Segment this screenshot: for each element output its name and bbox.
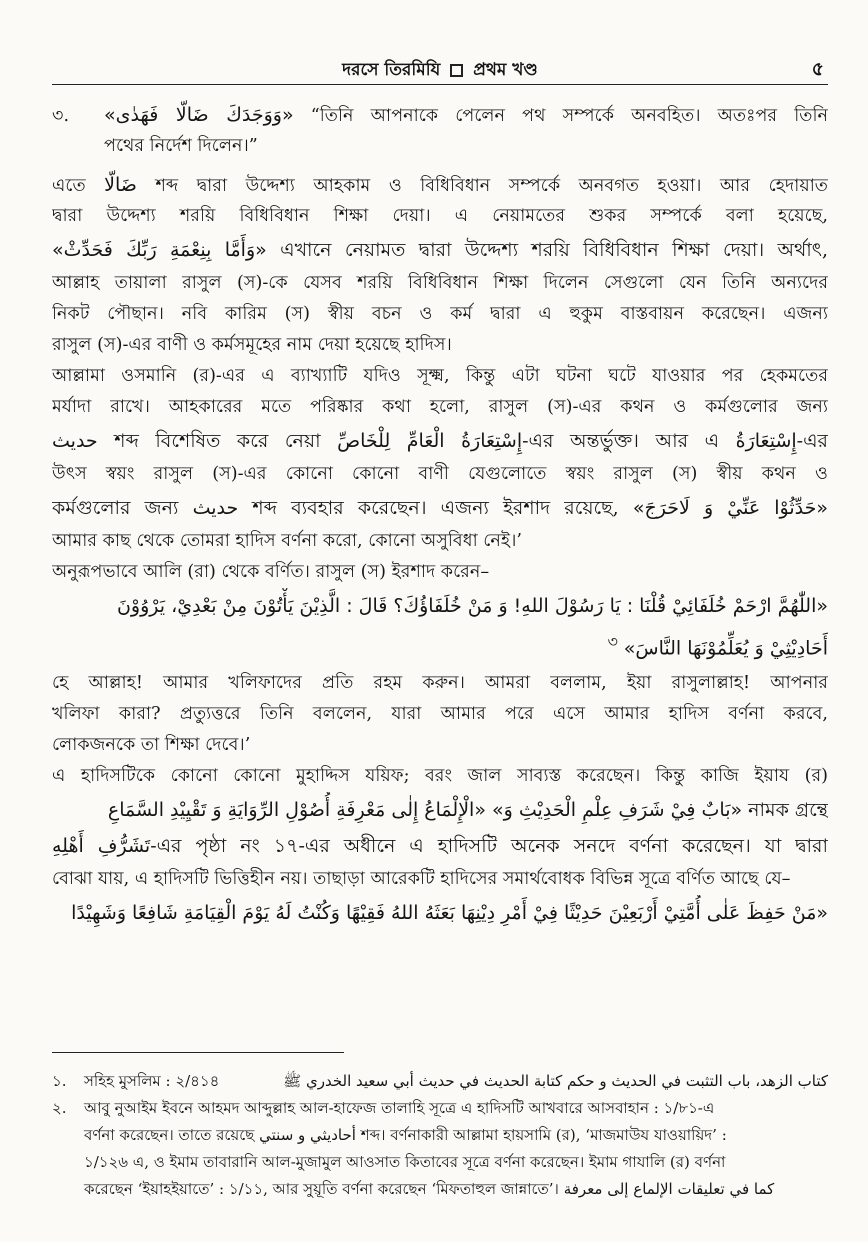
footnote-text: ১/১২৬ এ, ও ইমাম তাবারানি আল-মুজামুল আওসাত কিতাবের সূত্রে বর্ণনা করেছেন। ইমাম গাযালি (র) বর্ণনা: [84, 1153, 726, 1171]
footnote-arabic: كتاب الزهد، باب التثبت في الحديث و حكم كتابة الحديث في حديث أبي سعيد الخدري ﷺ: [283, 1072, 828, 1090]
volume-title: প্রথম খণ্ড: [473, 60, 538, 80]
text-line: [52, 828, 828, 864]
arabic-quote: «حَدِّثُوْا عَنِّيْ وَ لَاحَرَجَ»: [632, 497, 828, 519]
line-text: আল্লামা ওসমানি (র)-এর এ ব্যাখ্যাটি যদিও সূক্ষ্ম, কিন্তু এটা ঘটনা ঘটে যাওয়ার পর হেকমতের: [52, 366, 828, 386]
text-line: [52, 361, 828, 392]
footnotes: [52, 1068, 828, 1203]
line-text: উৎস স্বয়ং রাসুল (স)-এর কোনো কোনো বাণী যেগুলোতে স্বয়ং রাসুল (স) স্বীয় কথন ও: [52, 464, 828, 484]
line-text: হে আল্লাহ! আমার খলিফাদের প্রতি রহম করুন। আমরা বললাম, ইয়া রাসুলাল্লাহ! আপনার: [52, 673, 828, 693]
text-line: [52, 330, 828, 361]
text-line: [52, 588, 828, 624]
text-line: [52, 761, 828, 792]
line-text: লোকজনকে তা শিক্ষা দেবে।’: [52, 735, 251, 755]
arabic-quote: «مَنْ حَفِظَ عَلٰى أُمَّتِيْ أَرْبَعِيْنَ حَدِيْثًا فِيْ أَمْرِ دِيْنِهَا بَعَثَهُ اللهُ فَقِيْهًا وَكُنْتُ لَهُ يَوْمَ الْقِيَامَةِ شَافِعًا وَشَهِيْدًا: [71, 902, 828, 924]
book-title: দরসে তিরমিযি: [342, 60, 441, 80]
text-line: [52, 268, 828, 299]
line-text: রাসুল (স)-এর বাণী ও কর্মসমূহের নাম দেয়া হয়েছে হাদিস।: [52, 335, 452, 355]
text-line: [52, 423, 828, 459]
line-text: কর্মগুলোর জন্য: [52, 497, 179, 519]
text-line: [52, 170, 828, 201]
footnote-2-line: [52, 1149, 828, 1176]
line-text: পথের নির্দেশ দিলেন।”: [104, 136, 258, 156]
line-text: শব্দ দ্বারা উদ্দেশ্য আহকাম ও বিধিবিধান সম্পর্কে অনবগত হওয়া। আর হেদায়াত: [155, 176, 828, 196]
main-text: [52, 100, 828, 931]
line-text: বোঝা যায়, এ হাদিসটি ভিত্তিহীন নয়। তাছাড়া আরেকটি হাদিসের সমার্থবোধক বিভিন্ন সূত্রে বর্ণিত আছে যে–: [52, 869, 791, 889]
square-separator-icon: [450, 64, 463, 77]
page-number: ৫: [811, 58, 824, 80]
line-text: -এর পৃষ্ঠা নং ১৭-এর অধীনে এ হাদিসটি অনেক সনদে বর্ণনা করেছেন। যা দ্বারা: [150, 835, 828, 857]
arabic-word: ضَالًّا: [104, 174, 137, 196]
text-line: [52, 490, 828, 526]
text-line: [52, 459, 828, 490]
arabic-word: تَشَرُّفِ أَهْلِهِ: [52, 835, 151, 857]
footnote-arabic: أحاديثي و سنتي: [259, 1126, 356, 1144]
text-line: [52, 864, 828, 895]
footnote-text: করেছেন ‘ইয়াহইয়াতে’ : ১/১১, আর সুয়ূতি বর্ণনা করেছেন ‘মিফতাহুল জান্নাতে’।: [84, 1180, 559, 1198]
footnote-2-line: [52, 1122, 828, 1149]
text-line: [52, 668, 828, 699]
text-line: [52, 131, 828, 162]
arabic-word: حديث: [52, 430, 98, 452]
running-title: [52, 57, 828, 85]
text-line: [52, 557, 828, 588]
line-text: এখানে নেয়ামত দ্বারা উদ্দেশ্য শরয়ি বিধিবিধান শিক্ষা দেয়া। অর্থাৎ,: [280, 239, 828, 261]
footnote-arabic: كما في تعليقات الإلماع إلى معرفة: [563, 1180, 775, 1198]
line-text: দ্বারা উদ্দেশ্য শরয়ি বিধিবিধান শিক্ষা দেয়া। এ নেয়ামতের শুকর সম্পর্কে বলা হয়েছে,: [52, 206, 828, 226]
line-text: আল্লাহ তায়ালা রাসুল (স)-কে যেসব শরয়ি বিধিবিধান শিক্ষা দিলেন সেগুলো যেন তিনি অন্যদের: [52, 273, 828, 293]
text-line: [52, 392, 828, 423]
arabic-quote: أَحَادِيْثِيْ وَ يُعَلِّمُوْنَهَا النَّاسَ»: [623, 637, 828, 660]
line-text: এ হাদিসটিকে কোনো কোনো মুহাদ্দিস যয়িফ; বরং জাল সাব্যস্ত করেছেন। কিন্তু কাজি ইয়ায (র): [52, 766, 828, 786]
text-line: [52, 526, 828, 557]
text-line: [52, 895, 828, 931]
footnote-text: আবু নুআইম ইবনে আহমদ আব্দুল্লাহ আল-হাফেজ তালাহি সূত্রে এ হাদিসটি আখবারে আসবাহান : ১/৮১-এ: [84, 1099, 715, 1117]
line-text: “তিনি আপনাকে পেলেন পথ সম্পর্কে অনবহিত। অতঃপর তিনি: [310, 106, 828, 126]
footnote-text: সহিহ মুসলিম : ২/৪১৪: [84, 1072, 220, 1090]
line-text: নিকট পৌছান। নবি কারিম (স) স্বীয় বচন ও কর্ম দ্বারা এ হুকুম বাস্তবায়ন করেছেন। এজন্য: [52, 304, 828, 324]
footnote-divider: [52, 1052, 344, 1053]
text-line: [52, 699, 828, 730]
arabic-word: إِسْتِعَارَةُ الْعَامِّ لِلْخَاصِّ: [337, 430, 523, 452]
line-text: মর্যাদা রাখে। আহকারের মতে পরিষ্কার কথা হলো, রাসুল (স)-এর কথন ও কর্মগুলোর জন্য: [52, 397, 828, 417]
footnote-number: ২.: [52, 1099, 67, 1117]
text-line: [52, 100, 828, 131]
footnote-marker: ৩: [607, 632, 618, 651]
line-text: শব্দ বিশেষিত করে নেয়া: [114, 430, 321, 452]
footnote-number: ১.: [52, 1072, 67, 1090]
arabic-quote: «وَوَجَدَكَ ضَالًّا فَهَدٰى»: [104, 104, 294, 126]
arabic-quote: «وَأَمَّا بِنِعْمَةِ رَبِّكَ فَحَدِّثْ»: [52, 239, 267, 261]
line-text: শব্দ ব্যবহার করেছেন। এজন্য ইরশাদ রয়েছে,: [252, 497, 619, 519]
footnote-1: [52, 1068, 828, 1095]
text-line: [52, 232, 828, 268]
text-line: [52, 730, 828, 761]
arabic-quote: «اللّٰهُمَّ ارْحَمْ خُلَفَائِيْ قُلْنَا : يَا رَسُوْلَ اللهِ! وَ مَنْ خُلَفَاؤُكَ؟ قَالَ : الَّذِيْنَ يَأْتُوْنَ مِنْ بَعْدِيْ، يَرْوُوْنَ: [116, 595, 828, 617]
line-text: নামক গ্রন্থে: [748, 799, 828, 821]
line-text: আমার কাছ থেকে তোমরা হাদিস বর্ণনা করো, কোনো অসুবিধা নেই।’: [52, 531, 522, 551]
line-text: এতে: [52, 176, 86, 196]
footnote-text: বর্ণনা করেছেন। তাতে রয়েছে: [84, 1126, 255, 1144]
text-line: [52, 624, 828, 660]
line-text: -এর: [796, 430, 828, 452]
line-text: খলিফা কারা? প্রত্যুত্তরে তিনি বললেন, যারা আমার পরে এসে আমার হাদিস বর্ণনা করবে,: [52, 704, 828, 724]
footnote-2-line: [52, 1176, 828, 1203]
footnote-2: [52, 1095, 828, 1122]
text-line: [52, 201, 828, 232]
list-number: ৩.: [52, 106, 70, 126]
line-text: অনুরূপভাবে আলি (রা) থেকে বর্ণিত। রাসুল (স) ইরশাদ করেন–: [52, 562, 490, 582]
arabic-quote: «بَابٌ فِيْ شَرَفِ عِلْمِ الْحَدِيْثِ وَ» «الْإِلْمَاعُ إِلٰى مَعْرِفَةِ أُصُوْلِ الرِّوَايَةِ وَ تَقْيِيْدِ السَّمَاعِ: [107, 799, 743, 821]
page-header: [52, 54, 828, 85]
line-text: -এর অন্তর্ভুক্ত। আর এ: [522, 430, 720, 452]
footnote-text: শব্দ। বর্ণনাকারী আল্লামা হায়সামি (র), ‘মাজমাউয যাওয়ায়িদ’ :: [360, 1126, 727, 1144]
arabic-word: حديث: [192, 497, 239, 519]
arabic-word: إِسْتِعَارَةُ: [735, 430, 797, 452]
text-line: [52, 792, 828, 828]
text-line: [52, 299, 828, 330]
